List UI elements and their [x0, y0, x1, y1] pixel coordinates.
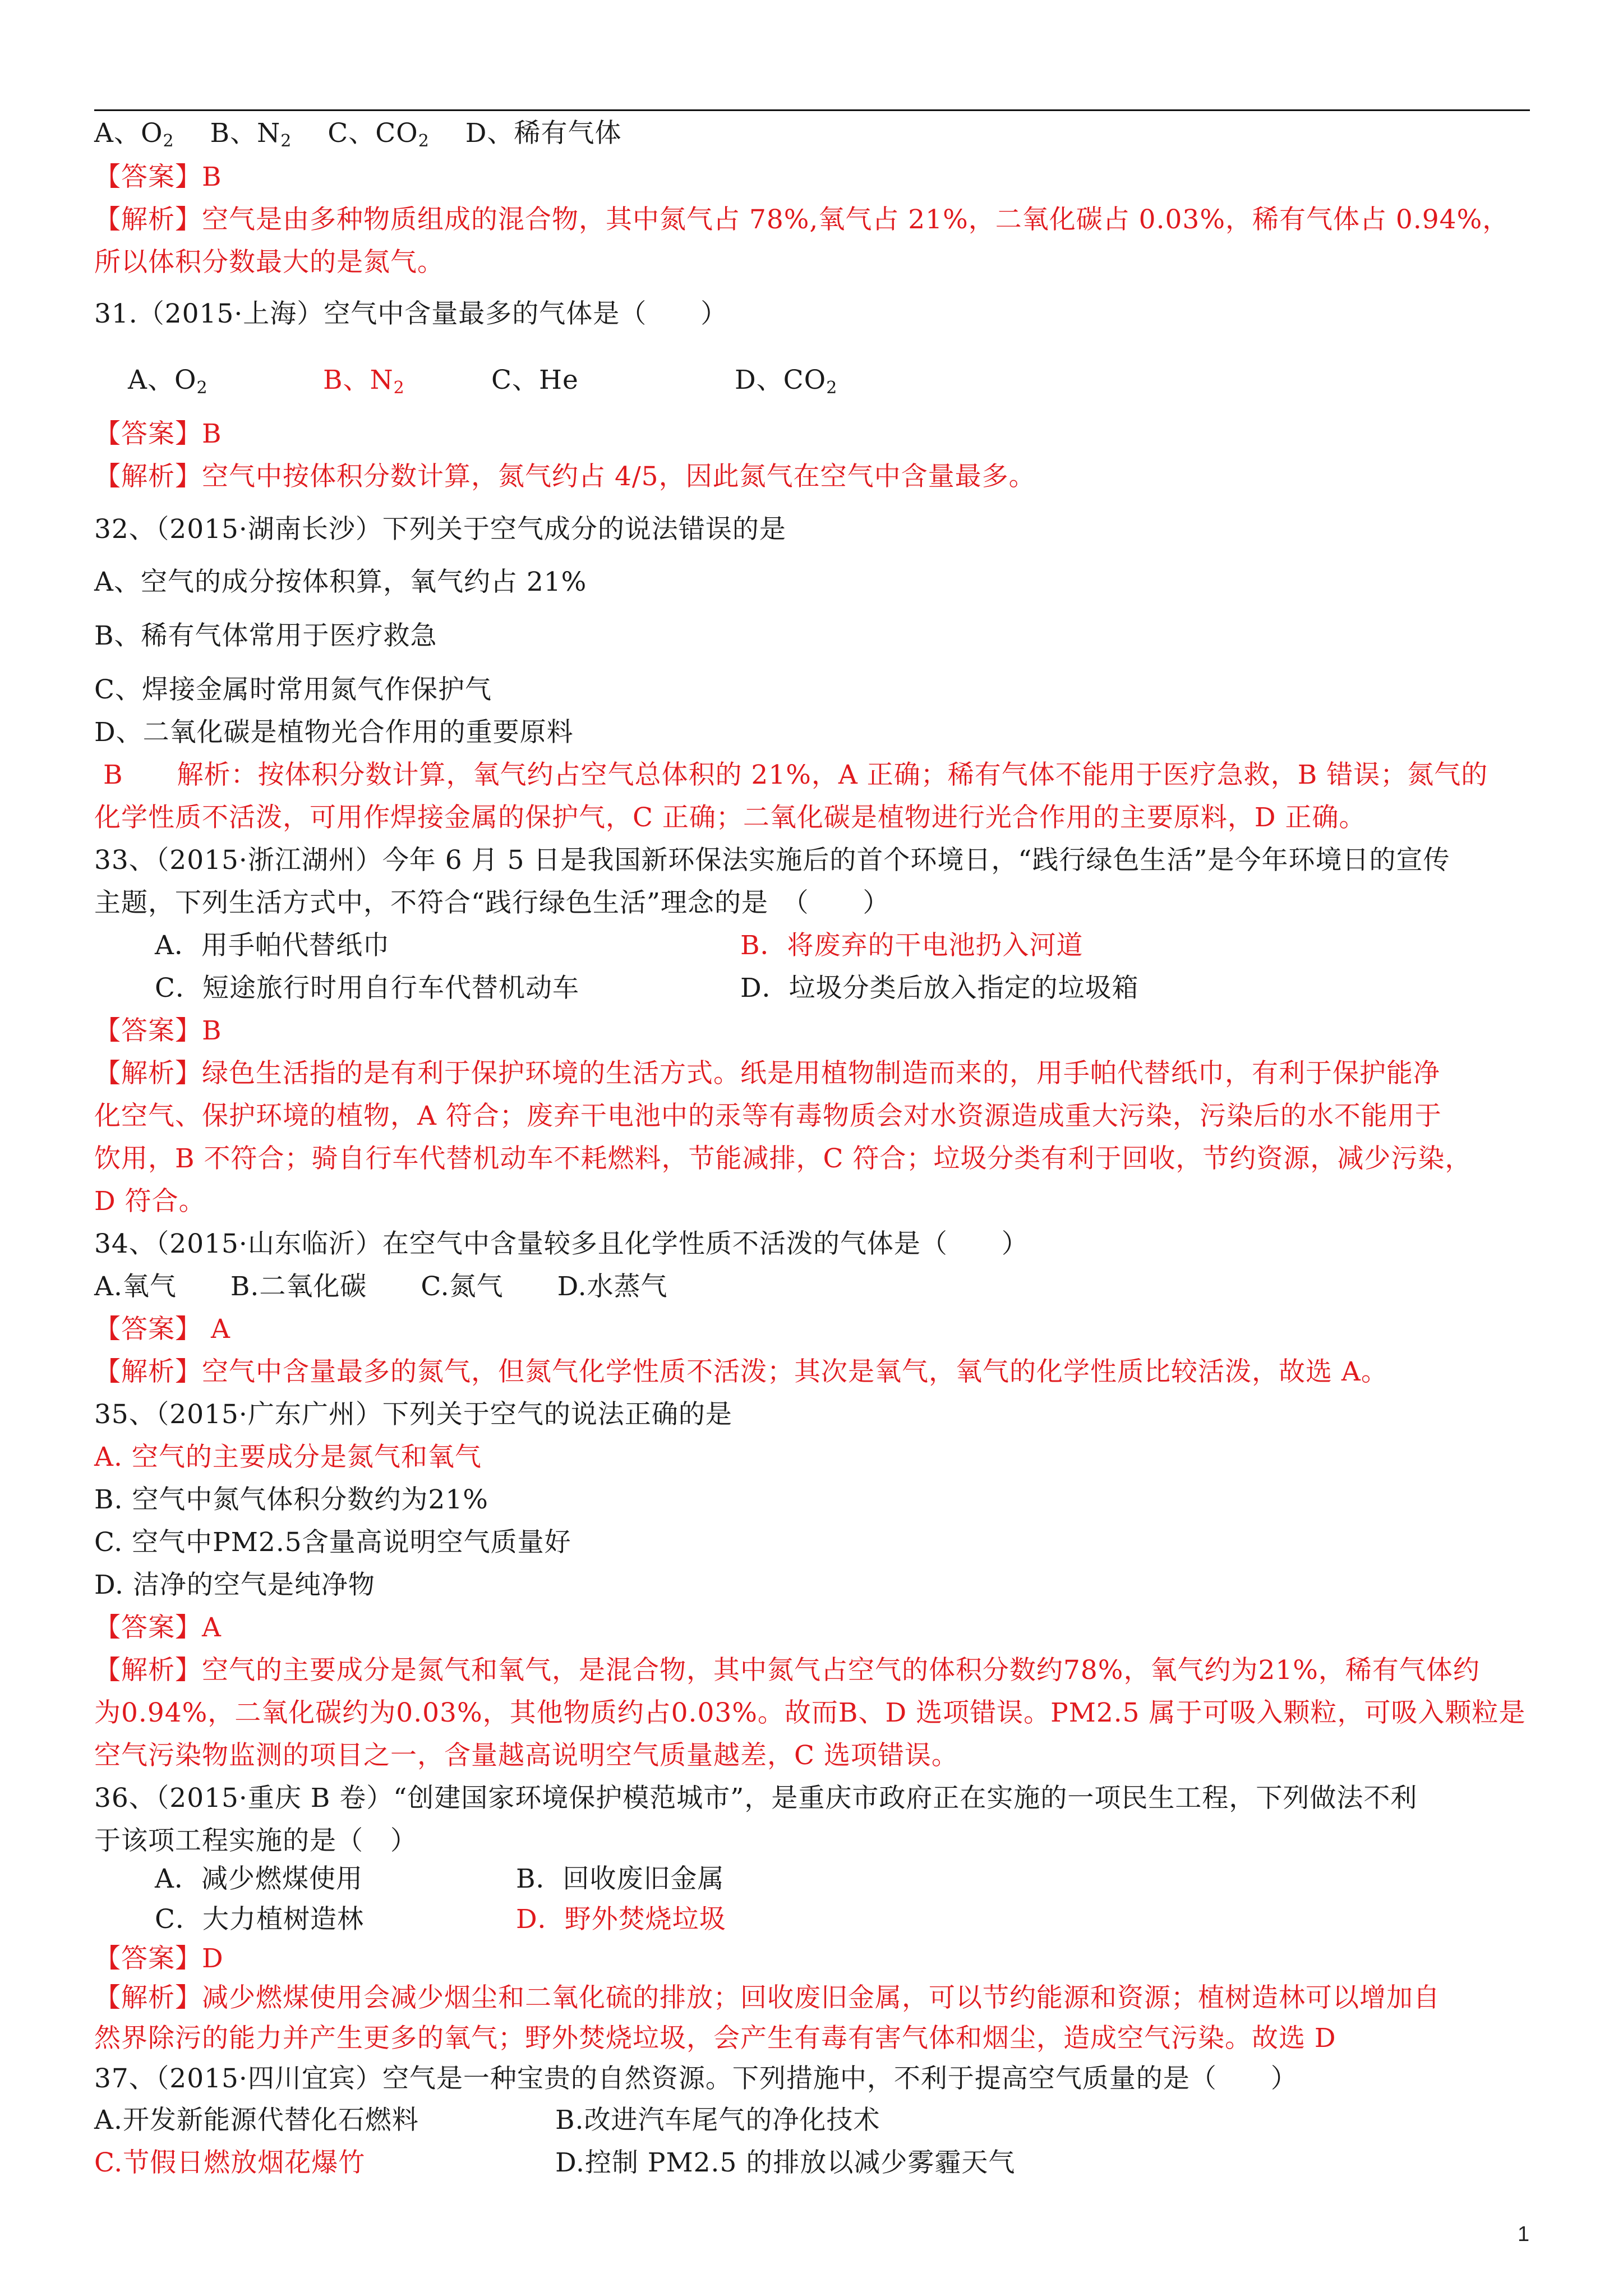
- q36-option-d: D．野外焚烧垃圾: [516, 1904, 726, 1935]
- q36-question-line-1: 36、（2015·重庆 B 卷）“创建国家环境保护模范城市”，是重庆市政府正在实施的一项民生工程，下列做法不利: [94, 1783, 1418, 1814]
- q36-analysis-line-1: 【解析】减少燃煤使用会减少烟尘和二氧化硫的排放；回收废旧金属，可以节约能源和资源；植树造林可以增加自: [94, 1982, 1440, 2013]
- q33-question-line-1: 33、（2015·浙江湖州）今年 6 月 5 日是我国新环保法实施后的首个环境日，“践行绿色生活”是今年环境日的宣传: [94, 845, 1450, 876]
- q34-analysis: 【解析】空气中含量最多的氮气，但氮气化学性质不活泼；其次是氧气，氧气的化学性质比较活泼，故选 A。: [94, 1356, 1388, 1387]
- q30-analysis-line-1: 【解析】空气是由多种物质组成的混合物，其中氮气占 78%,氧气占 21%，二氧化碳占 0.03%，稀有气体占 0.94%，: [94, 204, 1510, 235]
- q37-option-a: A.开发新能源代替化石燃料: [94, 2105, 419, 2136]
- q30-options: [94, 117, 621, 150]
- q33-analysis-line-4: D 符合。: [94, 1186, 206, 1217]
- page-number: 1: [1518, 2223, 1530, 2246]
- q31-answer: 【答案】B: [94, 418, 222, 449]
- q35-option-d: D. 洁净的空气是纯净物: [94, 1570, 375, 1600]
- header-rule: [94, 109, 1530, 111]
- q30-analysis-line-2: 所以体积分数最大的是氮气。: [94, 247, 444, 278]
- q33-option-a: A．用手帕代替纸巾: [155, 930, 390, 961]
- q33-question-line-2: 主题，下列生活方式中，不符合“践行绿色生活”理念的是 （ ）: [94, 887, 890, 918]
- q37-option-b: B.改进汽车尾气的净化技术: [555, 2105, 880, 2136]
- q31-question: 31.（2015·上海）空气中含量最多的气体是（ ）: [94, 298, 728, 329]
- q32-option-c: C、焊接金属时常用氮气作保护气: [94, 674, 492, 705]
- q34-answer: 【答案】 A: [94, 1314, 230, 1345]
- q32-option-a: A、空气的成分按体积算，氧气约占 21%: [94, 567, 587, 597]
- q35-analysis-line-2: 为0.94%，二氧化碳约为0.03%，其他物质约占0.03%。故而B、D 选项错误。PM2.5 属于可吸入颗粒，可吸入颗粒是: [94, 1697, 1526, 1728]
- q35-answer: 【答案】A: [94, 1612, 222, 1643]
- q31-option-d: D、$CO_2$: [735, 365, 838, 398]
- q36-answer: 【答案】D: [94, 1943, 224, 1974]
- q30-option-a: A、$O_2$: [94, 118, 174, 151]
- q34-question: 34、（2015·山东临沂）在空气中含量较多且化学性质不活泼的气体是（ ）: [94, 1228, 1029, 1259]
- q36-option-a: A．减少燃煤使用: [155, 1864, 363, 1894]
- q36-option-c: C．大力植树造林: [155, 1904, 364, 1935]
- q33-option-d: D．垃圾分类后放入指定的垃圾箱: [740, 973, 1139, 1004]
- q33-answer: 【答案】B: [94, 1015, 222, 1046]
- q33-option-c: C．短途旅行时用自行车代替机动车: [155, 973, 579, 1004]
- q35-question: 35、（2015·广东广州）下列关于空气的说法正确的是: [94, 1399, 732, 1430]
- q37-option-d: D.控制 PM2.5 的排放以减少雾霾天气: [555, 2147, 1016, 2178]
- q32-question: 32、（2015·湖南长沙）下列关于空气成分的说法错误的是: [94, 514, 786, 545]
- q30-option-b: B、$N_2$: [210, 118, 292, 151]
- q35-option-a: A. 空气的主要成分是氮气和氧气: [94, 1442, 482, 1473]
- q33-option-b: B．将废弃的干电池扔入河道: [740, 930, 1083, 961]
- q30-option-d: D、稀有气体: [465, 118, 622, 149]
- q32-option-d: D、二氧化碳是植物光合作用的重要原料: [94, 717, 574, 748]
- q37-question: 37、（2015·四川宜宾）空气是一种宝贵的自然资源。下列措施中，不利于提高空气质量的是（ ）: [94, 2063, 1298, 2094]
- q32-analysis-line-2: 化学性质不活泼，可用作焊接金属的保护气，C 正确；二氧化碳是植物进行光合作用的主要原料，D 正确。: [94, 802, 1366, 833]
- q31-analysis: 【解析】空气中按体积分数计算，氮气约占 4/5，因此氮气在空气中含量最多。: [94, 461, 1036, 492]
- q35-option-b: B. 空气中氮气体积分数约为21%: [94, 1484, 488, 1515]
- q36-option-b: B．回收废旧金属: [516, 1864, 725, 1894]
- q33-analysis-line-2: 化空气、保护环境的植物，A 符合；废弃干电池中的汞等有毒物质会对水资源造成重大污染，污染后的水不能用于: [94, 1101, 1442, 1131]
- q32-analysis-line-1: B 解析：按体积分数计算，氧气约占空气总体积的 21%，A 正确；稀有气体不能用于医疗急救，B 错误；氮气的: [94, 760, 1488, 790]
- q30-answer: 【答案】B: [94, 162, 222, 192]
- q31-option-c: C、He: [491, 365, 579, 395]
- q35-analysis-line-3: 空气污染物监测的项目之一，含量越高说明空气质量越差，C 选项错误。: [94, 1740, 958, 1771]
- q33-analysis-line-3: 饮用，B 不符合；骑自行车代替机动车不耗燃料，节能减排，C 符合；垃圾分类有利于回收，节约资源，减少污染，: [94, 1143, 1472, 1174]
- q36-question-line-2: 于该项工程实施的是（ ）: [94, 1825, 417, 1856]
- q35-analysis-line-1: 【解析】空气的主要成分是氮气和氧气，是混合物，其中氮气占空气的体积分数约78%，氧气约为21%，稀有气体约: [94, 1655, 1480, 1686]
- q35-option-c: C. 空气中PM2.5含量高说明空气质量好: [94, 1527, 571, 1558]
- q37-option-c: C.节假日燃放烟花爆竹: [94, 2147, 366, 2178]
- q31-option-b: B、$N_2$: [323, 365, 405, 398]
- q32-option-b: B、稀有气体常用于医疗救急: [94, 620, 437, 651]
- q34-options: A.氧气 B.二氧化碳 C.氮气 D.水蒸气: [94, 1271, 668, 1302]
- q30-option-c: C、$CO_2$: [328, 118, 430, 151]
- q33-analysis-line-1: 【解析】绿色生活指的是有利于保护环境的生活方式。纸是用植物制造而来的，用手帕代替纸巾，有利于保护能净: [94, 1058, 1440, 1089]
- q31-option-a: A、$O_2$: [128, 365, 208, 398]
- q36-analysis-line-2: 然界除污的能力并产生更多的氧气；野外焚烧垃圾，会产生有毒有害气体和烟尘，造成空气污染。故选 D: [94, 2023, 1336, 2054]
